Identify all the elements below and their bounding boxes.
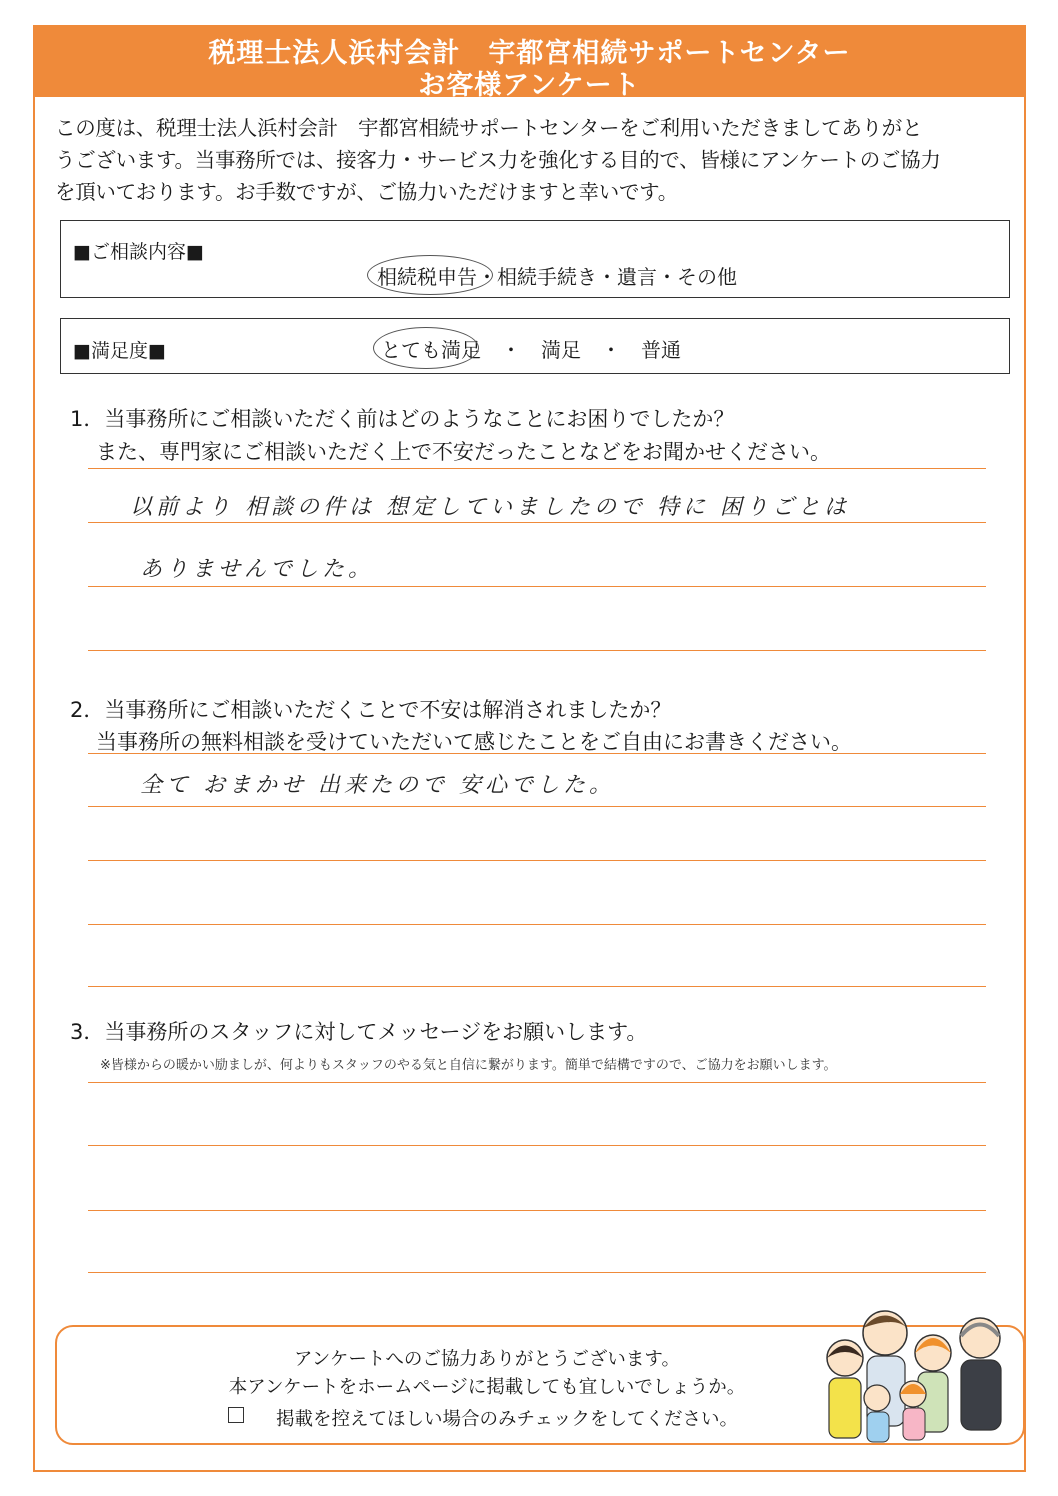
option-very-satisfied[interactable]: とても満足 [381,338,481,362]
selected-circle [373,327,479,369]
selected-circle [367,255,493,295]
satisfaction-options: とても満足 ・ 満足 ・ 普通 [381,338,681,362]
footer-question: 本アンケートをホームページに掲載しても宜しいでしょうか。 [228,1377,746,1398]
answer-line [88,1210,986,1211]
consultation-options: 相続税申告・相続手続き・遺言・その他 [377,265,737,289]
answer-line [88,986,986,987]
answer-line [88,924,986,925]
answer-line [88,586,986,587]
question-1: 1．当事務所にご相談いただく前はどのようなことにお困りでしたか？ [70,407,735,431]
publish-opt-out-checkbox[interactable] [228,1407,244,1423]
question-3: 3．当事務所のスタッフに対してメッセージをお願いします。 [70,1020,648,1044]
answer-line [88,1272,986,1273]
option-inheritance-procedure[interactable]: 相続手続き [497,265,597,289]
answer-line [88,753,986,754]
footer-thanks: アンケートへのご協力ありがとうございます。 [294,1349,680,1370]
question-1-sub: また、専門家にご相談いただく上で不安だったことなどをお聞かせください。 [96,440,831,464]
satisfaction-box [60,318,1010,374]
option-satisfied[interactable]: 満足 [541,338,581,362]
answer-2-line1: 全て おまかせ 出来たので 安心でした。 [140,773,615,798]
answer-line [88,522,986,523]
header-title-line2: お客様アンケート [418,70,641,101]
answer-line [88,860,986,861]
answer-line [88,806,986,807]
answer-1-line2: ありませんでした。 [140,557,375,582]
footer-check-label: 掲載を控えてほしい場合のみチェックをしてください。 [276,1409,738,1430]
header-title-line1: 税理士法人浜村会計 宇都宮相続サポートセンター [208,38,851,69]
question-2-sub: 当事務所の無料相談を受けていただいて感じたことをご自由にお書きください。 [96,730,852,754]
answer-1-line1: 以前より 相談の件は 想定していましたので 特に 困りごとは [130,495,850,520]
intro-text: この度は、税理士法人浜村会計 宇都宮相続サポートセンターをご利用いただきましてありがと うございます。当事務所では、接客力・サービス力を強化する目的で、皆様にアンケートのご協力 を頂いております。お手数ですが、ご協力いただけますと幸いです。 [55,116,941,204]
answer-line [88,650,986,651]
question-2: 2．当事務所にご相談いただくことで不安は解消されましたか？ [70,698,672,722]
option-will[interactable]: 遺言 [617,265,657,289]
option-other[interactable]: その他 [677,265,737,289]
answer-line [88,1145,986,1146]
satisfaction-label: ■満足度■ [73,340,166,362]
survey-header [33,25,1026,101]
option-inheritance-tax[interactable]: 相続税申告 [377,265,477,289]
answer-line [88,1082,986,1083]
question-3-note: ※皆様からの暖かい励ましが、何よりもスタッフのやる気と自信に繋がります。簡単で結構ですので、ご協力をお願いします。 [100,1058,837,1073]
consultation-label: ■ご相談内容■ [73,241,204,263]
option-normal[interactable]: 普通 [641,338,681,362]
answer-line [88,468,986,469]
family-illustration-icon [815,1298,1015,1448]
consultation-box [60,220,1010,298]
